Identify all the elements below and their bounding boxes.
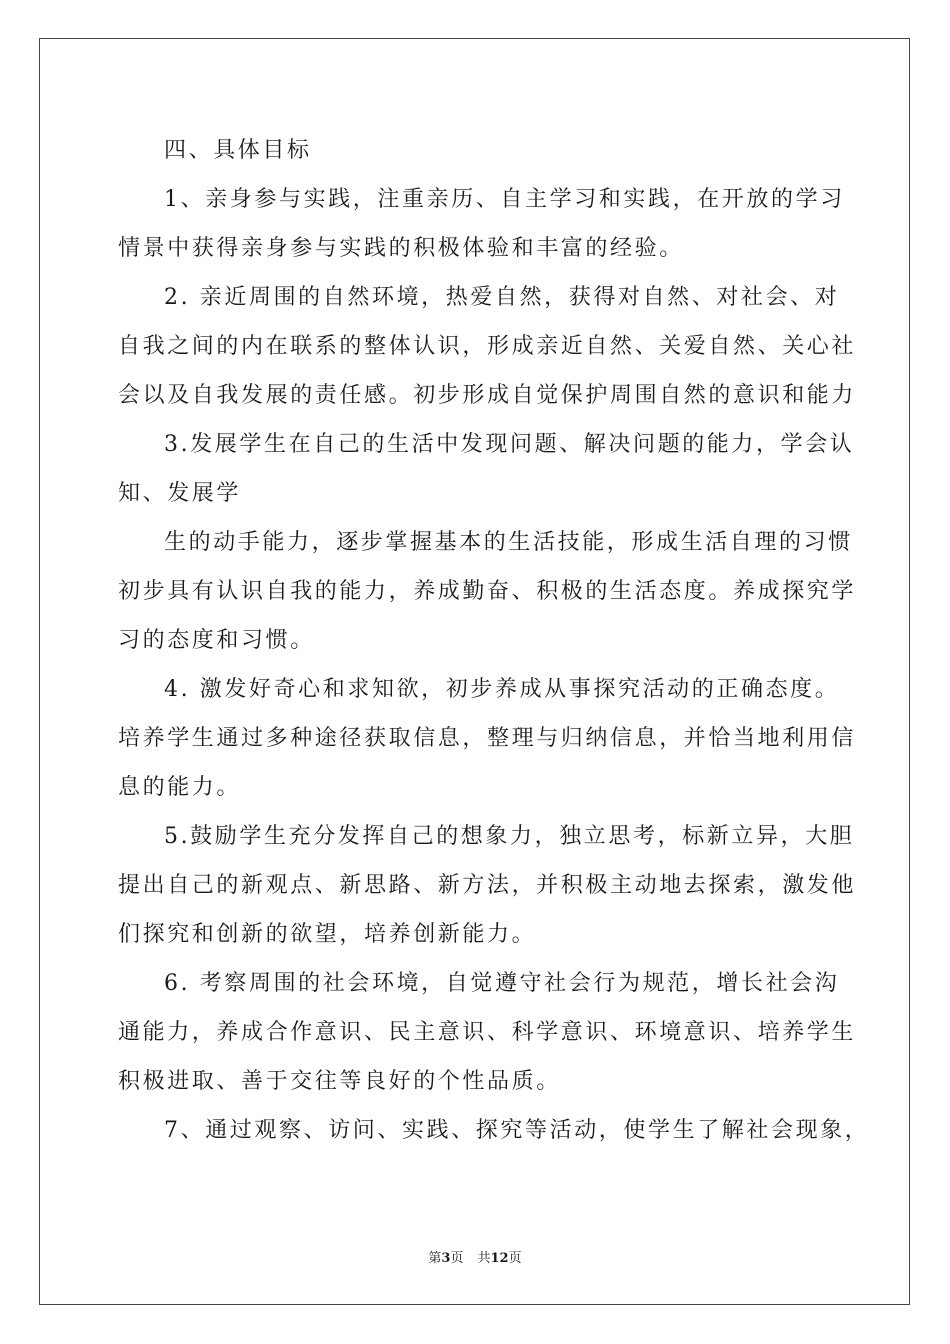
text-line: 知、发展学 xyxy=(118,481,242,506)
text-line: 2. 亲近周围的自然环境，热爱自然，获得对自然、对社会、对 xyxy=(164,285,840,310)
document-body xyxy=(118,126,870,1155)
text-line: 培养学生通过多种途径获取信息，整理与归纳信息，并恰当地利用信 xyxy=(118,726,857,751)
text-line: 1、亲身参与实践，注重亲历、自主学习和实践，在开放的学习 xyxy=(164,187,845,212)
text-line: 5.鼓励学生充分发挥自己的想象力，独立思考，标新立异，大胆 xyxy=(164,824,855,849)
text-line: 息的能力。 xyxy=(118,775,242,800)
total-prefix: 共 xyxy=(477,1251,491,1266)
total-pages: 12 xyxy=(490,1251,509,1266)
text-line: 积极进取、善于交往等良好的个性品质。 xyxy=(118,1069,561,1094)
section-heading: 四、具体目标 xyxy=(164,138,312,163)
page-number: 3 xyxy=(441,1251,451,1266)
text-line: 们探究和创新的欲望，培养创新能力。 xyxy=(118,922,537,947)
text-line: 4. 激发好奇心和求知欲，初步养成从事探究活动的正确态度。 xyxy=(164,677,840,702)
text-line: 情景中获得亲身参与实践的积极体验和丰富的经验。 xyxy=(118,236,684,261)
text-line: 会以及自我发展的责任感。初步形成自觉保护周围自然的意识和能力 xyxy=(118,383,857,408)
total-suffix: 页 xyxy=(508,1251,522,1266)
text-line: 提出自己的新观点、新思路、新方法，并积极主动地去探索，激发他 xyxy=(118,873,857,898)
text-line: 习的态度和习惯。 xyxy=(118,628,315,653)
text-line: 6. 考察周围的社会环境，自觉遵守社会行为规范，增长社会沟 xyxy=(164,971,840,996)
text-line: 初步具有认识自我的能力，养成勤奋、积极的生活态度。养成探究学 xyxy=(118,579,857,604)
text-line: 生的动手能力，逐步掌握基本的生活技能，形成生活自理的习惯 xyxy=(164,530,853,555)
text-line: 7、通过观察、访问、实践、探究等活动，使学生了解社会现象， xyxy=(164,1118,870,1143)
page-prefix: 第 xyxy=(428,1251,442,1266)
text-line: 自我之间的内在联系的整体认识，形成亲近自然、关爱自然、关心社 xyxy=(118,334,857,359)
page-footer xyxy=(0,1247,950,1266)
page-suffix: 页 xyxy=(450,1251,464,1266)
text-line: 3.发展学生在自己的生活中发现问题、解决问题的能力，学会认 xyxy=(164,432,855,457)
text-line: 通能力，养成合作意识、民主意识、科学意识、环境意识、培养学生 xyxy=(118,1020,857,1045)
